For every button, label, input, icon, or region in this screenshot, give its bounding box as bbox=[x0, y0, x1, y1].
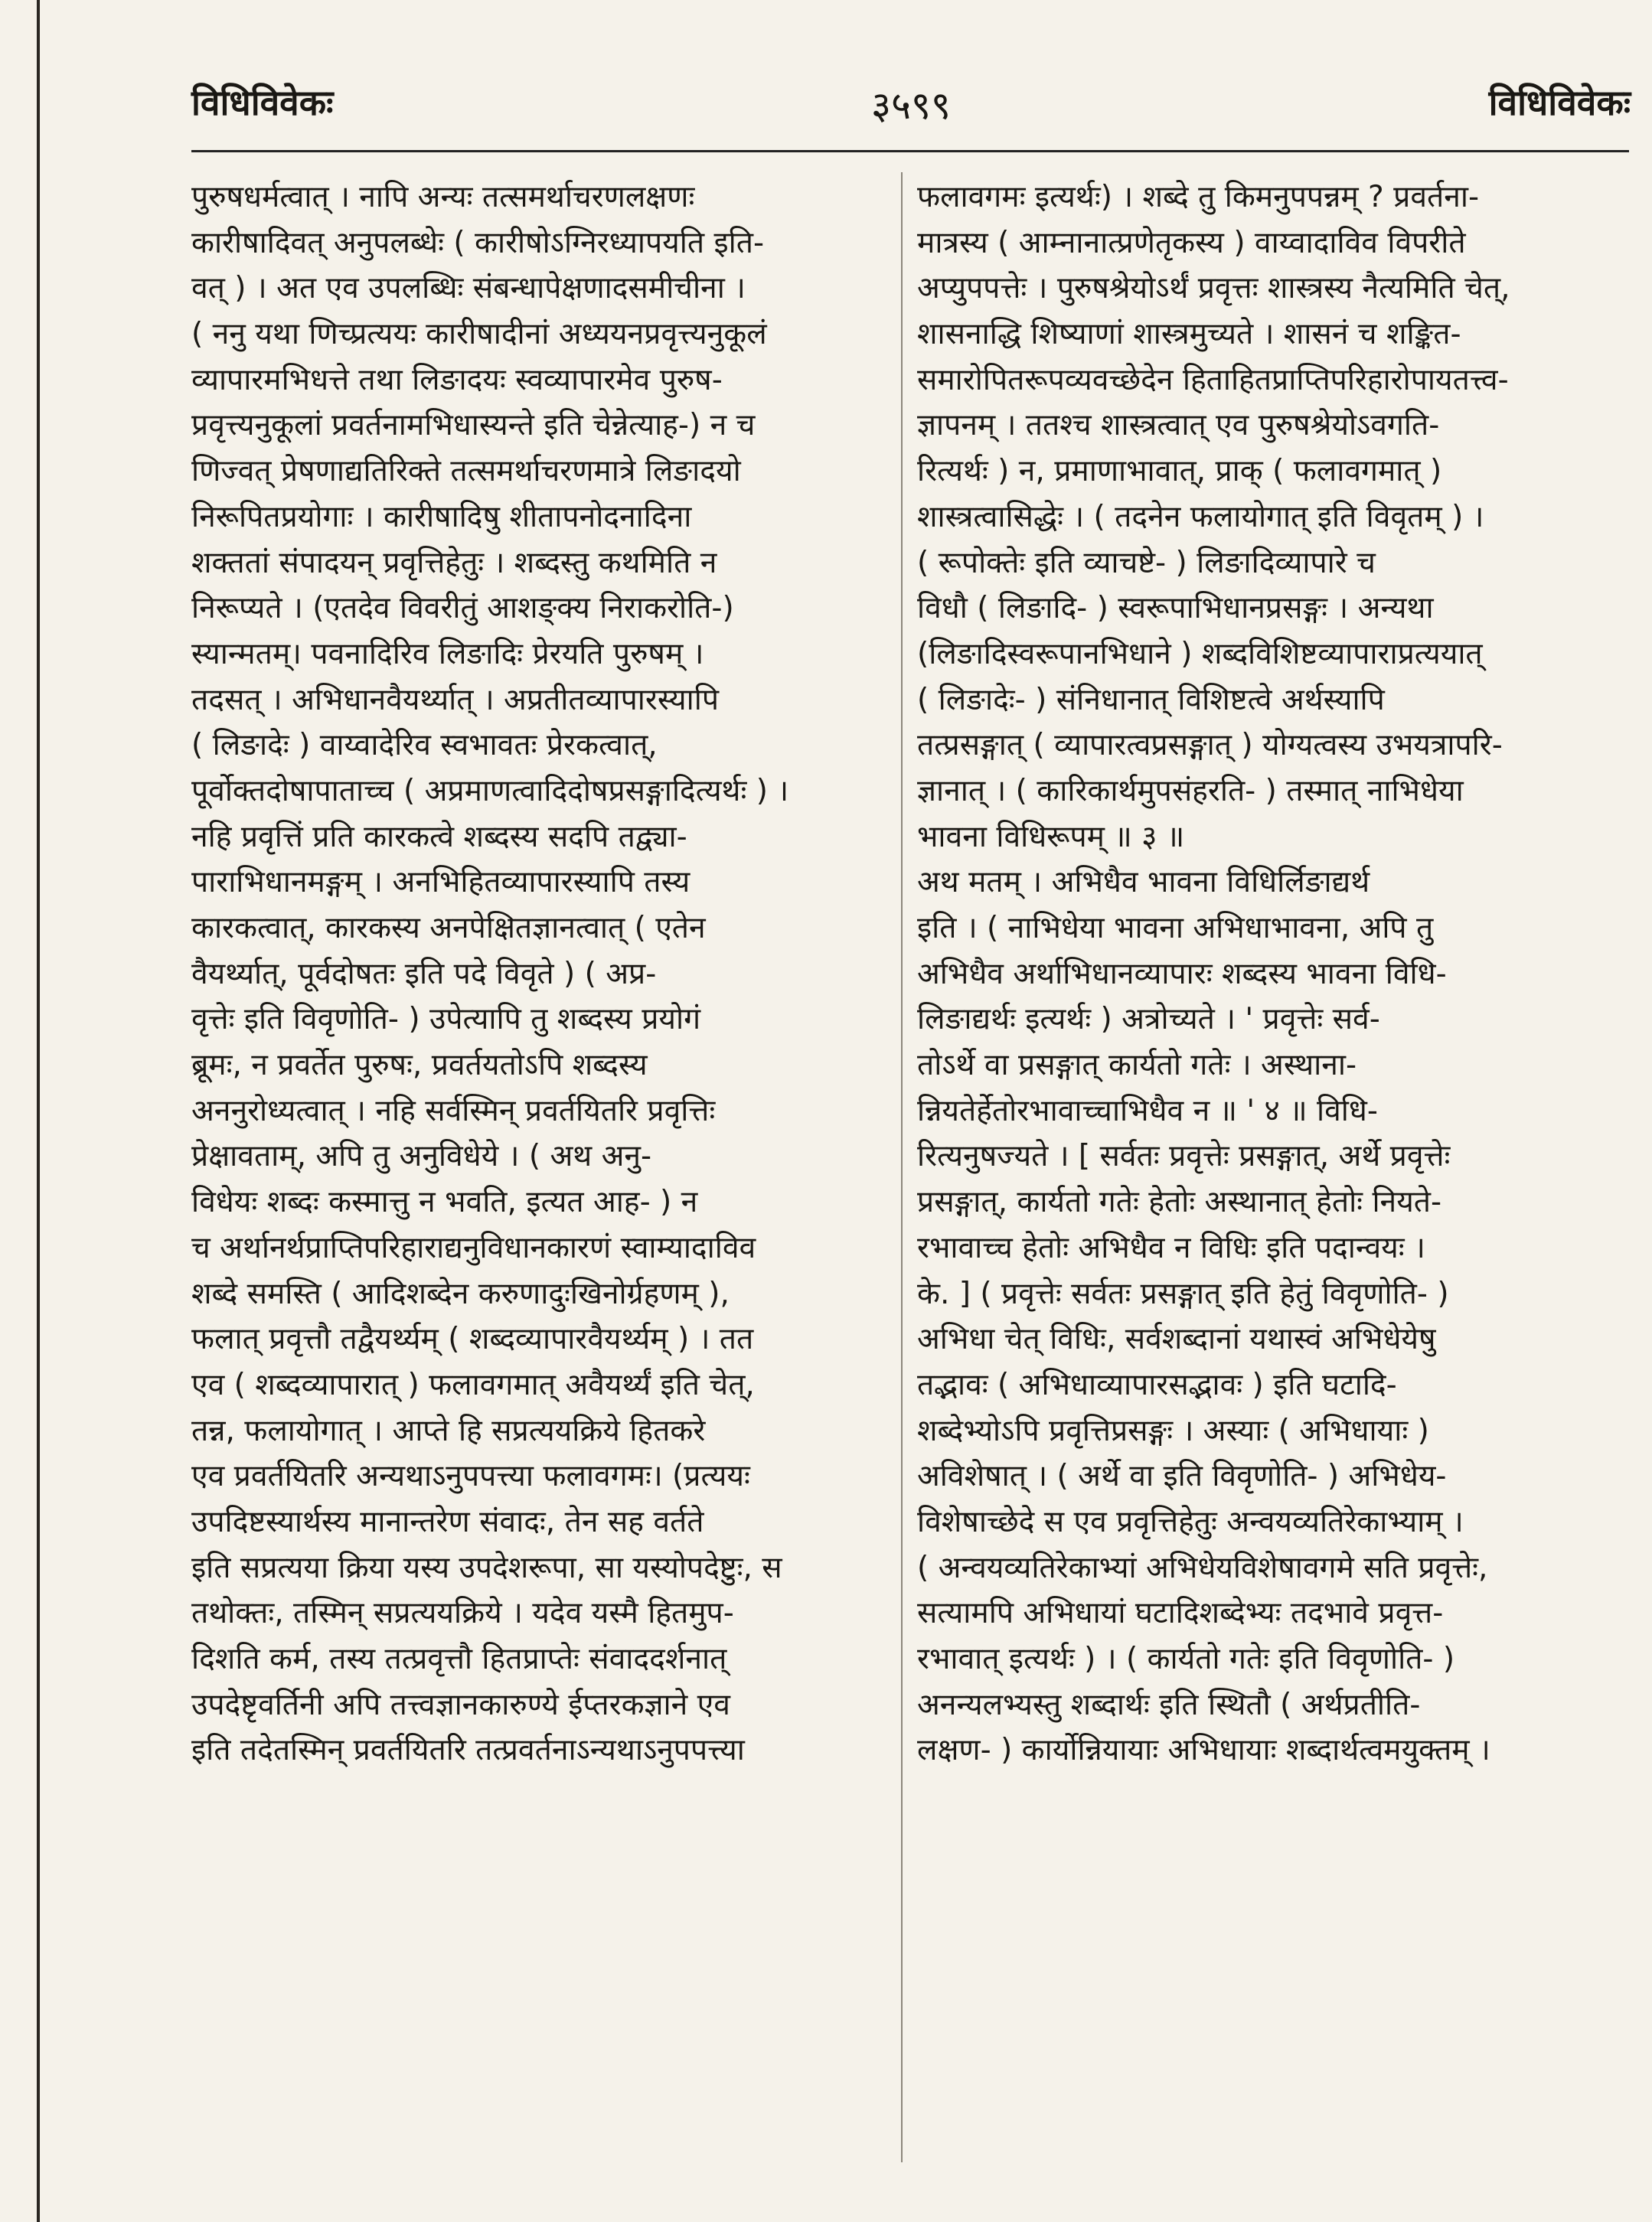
text-line: इति तदेतस्मिन् प्रवर्तयितरि तत्प्रवर्तनाऽन्यथाऽनुपपत्त्या bbox=[191, 1733, 745, 1768]
text-line: णिज्वत् प्रेषणाद्यतिरिक्ते तत्समर्थाचरणमात्रे लिङादयो bbox=[191, 454, 741, 489]
text-line: नहि प्रवृत्तिं प्रति कारकत्वे शब्दस्य सदपि तद्व्या- bbox=[191, 819, 687, 854]
text-line: सत्यामपि अभिधायां घटादिशब्देभ्यः तदभावे प्रवृत्त- bbox=[917, 1596, 1444, 1631]
text-line: अननुरोध्यत्वात् । नहि सर्वस्मिन् प्रवर्तयितरि प्रवृत्तिः bbox=[191, 1093, 716, 1128]
text-line: तद्भावः ( अभिधाव्यापारसद्भावः ) इति घटादि- bbox=[917, 1367, 1397, 1402]
text-line: अभिधैव अर्थाभिधानव्यापारः शब्दस्य भावना विधि- bbox=[917, 956, 1447, 991]
text-line: एव प्रवर्तयितरि अन्यथाऽनुपपत्त्या फलावगमः। (प्रत्ययः bbox=[191, 1459, 750, 1494]
text-line: अनन्यलभ्यस्तु शब्दार्थः इति स्थितौ ( अर्थप्रतीति- bbox=[917, 1687, 1421, 1722]
text-line: भावना विधिरूपम् ॥ ३ ॥ bbox=[917, 819, 1185, 854]
text-line: व्यापारमभिधत्ते तथा लिङादयः स्वव्यापारमेव पुरुष- bbox=[191, 362, 723, 397]
text-line: वृत्तेः इति विवृणोति- ) उपेत्यापि तु शब्दस्य प्रयोगं bbox=[191, 1002, 701, 1037]
text-line: पाराभिधानमङ्गम् । अनभिहितव्यापारस्यापि तस्य bbox=[191, 865, 691, 900]
text-line: समारोपितरूपव्यवच्छेदेन हिताहितप्राप्तिपरिहारोपायतत्त्व- bbox=[917, 362, 1509, 397]
text-line: लिङाद्यर्थः इत्यर्थः ) अत्रोच्यते । ' प्रवृत्तेः सर्व- bbox=[917, 1002, 1380, 1037]
text-line: ( ननु यथा णिच्प्रत्ययः कारीषादीनां अध्ययनप्रवृत्त्यनुकूलं bbox=[191, 317, 767, 352]
text-line: प्रवृत्त्यनुकूलां प्रवर्तनामभिधास्यन्ते इति चेन्नेत्याह-) न च bbox=[191, 408, 756, 443]
page-header bbox=[191, 78, 1631, 147]
text-line: के. ] ( प्रवृत्तेः सर्वतः प्रसङ्गात् इति हेतुं विवृणोति- ) bbox=[917, 1276, 1449, 1311]
text-line: शब्देभ्योऽपि प्रवृत्तिप्रसङ्गः । अस्याः ( अभिधायाः ) bbox=[917, 1413, 1429, 1448]
text-line: पूर्वोक्तदोषापाताच्च ( अप्रमाणत्वादिदोषप्रसङ्गादित्यर्थः ) । bbox=[191, 773, 789, 808]
text-line: स्यान्मतम्। पवनादिरिव लिङादिः प्रेरयति पुरुषम् । bbox=[191, 636, 704, 671]
text-line: ज्ञापनम् । ततश्च शास्त्रत्वात् एव पुरुषश्रेयोऽवगति- bbox=[917, 408, 1440, 443]
text-line: ( अन्वयव्यतिरेकाभ्यां अभिधेयविशेषावगमे सति प्रवृत्तेः, bbox=[917, 1550, 1488, 1585]
text-line: तन्न, फलायोगात् । आप्ते हि सप्रत्ययक्रिये हितकरे bbox=[191, 1413, 706, 1448]
text-line: रित्यनुषज्यते । [ सर्वतः प्रवृत्तेः प्रसङ्गात्, अर्थे प्रवृत्तेः bbox=[917, 1139, 1451, 1174]
text-line: उपदेष्टृवर्तिनी अपि तत्त्वज्ञानकारुण्ये ईप्तरकज्ञाने एव bbox=[191, 1687, 730, 1722]
text-line: इति । ( नाभिधेया भावना अभिधाभावना, अपि तु bbox=[917, 911, 1434, 945]
text-line: तत्प्रसङ्गात् ( व्यापारत्वप्रसङ्गात् ) योग्यत्वस्य उभयत्रापरि- bbox=[917, 728, 1503, 763]
left-column bbox=[191, 175, 884, 1773]
text-line: इति सप्रत्यया क्रिया यस्य उपदेशरूपा, सा यस्योपदेष्टुः, स bbox=[191, 1550, 782, 1585]
text-line: शब्दे समस्ति ( आदिशब्देन करुणादुःखिनोर्ग्रहणम् ), bbox=[191, 1276, 730, 1311]
text-line: पुरुषधर्मत्वात् । नापि अन्यः तत्समर्थाचरणलक्षणः bbox=[191, 180, 695, 214]
text-line: निरूपितप्रयोगाः । कारीषादिषु शीतापनोदनादिना bbox=[191, 499, 692, 534]
text-line: ( लिङादेः ) वाय्वादेरिव स्वभावतः प्रेरकत्वात्, bbox=[191, 728, 658, 763]
text-line: विधौ ( लिङादि- ) स्वरूपाभिधानप्रसङ्गः । अन्यथा bbox=[917, 591, 1434, 626]
text-line: मात्रस्य ( आम्नानात्प्रणेतृकस्य ) वाय्वादाविव विपरीते bbox=[917, 225, 1466, 260]
text-line: ( रूपोक्तेः इति व्याचष्टे- ) लिङादिव्यापारे च bbox=[917, 545, 1376, 580]
running-title-right: विधिविवेकः bbox=[1488, 82, 1631, 123]
text-line: प्रेक्षावताम्, अपि तु अनुविधेये । ( अथ अनु- bbox=[191, 1139, 652, 1174]
header-rule bbox=[191, 150, 1629, 152]
text-line: दिशति कर्म, तस्य तत्प्रवृत्तौ हितप्राप्तेः संवाददर्शनात् bbox=[191, 1642, 727, 1676]
text-line: एव ( शब्दव्यापारात् ) फलावगमात् अवैयर्थ्यं इति चेत्, bbox=[191, 1367, 755, 1402]
text-line: कारीषादिवत् अनुपलब्धेः ( कारीषोऽग्निरध्यापयति इति- bbox=[191, 225, 765, 260]
text-line: रित्यर्थः ) न, प्रमाणाभावात्, प्राक् ( फलावगमात् ) bbox=[917, 454, 1442, 489]
text-line: शास्त्रत्वासिद्धेः । ( तदनेन फलायोगात् इति विवृतम् ) । bbox=[917, 499, 1484, 534]
text-line: विशेषाच्छेदे स एव प्रवृत्तिहेतुः अन्वयव्यतिरेकाभ्याम् । bbox=[917, 1504, 1464, 1539]
text-line: रभावात् इत्यर्थः ) । ( कार्यतो गतेः इति विवृणोति- ) bbox=[917, 1642, 1455, 1676]
running-title-left: विधिविवेकः bbox=[191, 82, 334, 123]
text-line: कारकत्वात्, कारकस्य अनपेक्षितज्ञानत्वात् ( एतेन bbox=[191, 911, 706, 945]
text-line: शासनाद्धि शिष्याणां शास्त्रमुच्यते । शासनं च शङ्कित- bbox=[917, 317, 1461, 352]
text-line: अभिधा चेत् विधिः, सर्वशब्दानां यथास्वं अभिधेयेषु bbox=[917, 1322, 1436, 1357]
text-line: वैयर्थ्यात्, पूर्वदोषतः इति पदे विवृते ) ( अप्र- bbox=[191, 956, 657, 991]
text-line: ज्ञानात् । ( कारिकार्थमुपसंहरति- ) तस्मात् नाभिधेया bbox=[917, 773, 1464, 808]
text-line: अविशेषात् । ( अर्थे वा इति विवृणोति- ) अभिधेय- bbox=[917, 1459, 1447, 1494]
text-line: ब्रूमः, न प्रवर्तेत पुरुषः, प्रवर्तयतोऽपि शब्दस्य bbox=[191, 1048, 648, 1083]
text-line: उपदिष्टस्यार्थस्य मानान्तरेण संवादः, तेन सह वर्तते bbox=[191, 1504, 704, 1539]
text-line: तदसत् । अभिधानवैयर्थ्यात् । अप्रतीतव्यापारस्यापि bbox=[191, 682, 719, 717]
text-line: रभावाच्च हेतोः अभिधैव न विधिः इति पदान्वयः । bbox=[917, 1230, 1425, 1265]
page-left-border bbox=[37, 0, 40, 2222]
text-line: निरूप्यते । (एतदेव विवरीतुं आशङ्क्य निराकरोति-) bbox=[191, 591, 734, 626]
right-column bbox=[917, 175, 1629, 1773]
text-line: प्रसङ्गात्, कार्यतो गतेः हेतोः अस्थानात् हेतोः नियते- bbox=[917, 1185, 1442, 1220]
text-line: फलावगमः इत्यर्थः) । शब्दे तु किमनुपपन्नम् ? प्रवर्तना- bbox=[917, 180, 1480, 214]
text-line: विधेयः शब्दः कस्मात्तु न भवति, इत्यत आह- ) न bbox=[191, 1185, 698, 1220]
text-line: अप्युपपत्तेः । पुरुषश्रेयोऽर्थं प्रवृत्तः शास्त्रस्य नैत्यमिति चेत्, bbox=[917, 271, 1510, 306]
text-line: शक्ततां संपादयन् प्रवृत्तिहेतुः । शब्दस्तु कथमिति न bbox=[191, 545, 717, 580]
text-line: न्नियतेर्हेतोरभावाच्चाभिधैव न ॥ ' ४ ॥ विधि- bbox=[917, 1093, 1378, 1128]
text-line: (लिङादिस्वरूपानभिधाने ) शब्दविशिष्टव्यापाराप्रत्ययात् bbox=[917, 636, 1483, 671]
text-line: लक्षण- ) कार्योन्नियायाः अभिधायाः शब्दार्थत्वमयुक्तम् । bbox=[917, 1733, 1490, 1768]
text-line: च अर्थानर्थप्राप्तिपरिहाराद्यनुविधानकारणं स्वाम्यादाविव bbox=[191, 1230, 756, 1265]
text-line: वत् ) । अत एव उपलब्धिः संबन्धापेक्षणादसमीचीना । bbox=[191, 271, 746, 306]
text-line: तोऽर्थे वा प्रसङ्गात् कार्यतो गतेः । अस्थाना- bbox=[917, 1048, 1357, 1083]
text-line: ( लिङादेः- ) संनिधानात् विशिष्टत्वे अर्थस्यापि bbox=[917, 682, 1385, 717]
text-line: अथ मतम् । अभिधैव भावना विधिर्लिङाद्यर्थ bbox=[917, 865, 1370, 900]
text-line: फलात् प्रवृत्तौ तद्वैयर्थ्यम् ( शब्दव्यापारवैयर्थ्यम् ) । तत bbox=[191, 1322, 754, 1357]
text-line: तथोक्तः, तस्मिन् सप्रत्ययक्रिये । यदेव यस्मै हितमुप- bbox=[191, 1596, 734, 1631]
column-divider bbox=[901, 172, 903, 2162]
page-number: ३५९९ bbox=[871, 83, 951, 128]
